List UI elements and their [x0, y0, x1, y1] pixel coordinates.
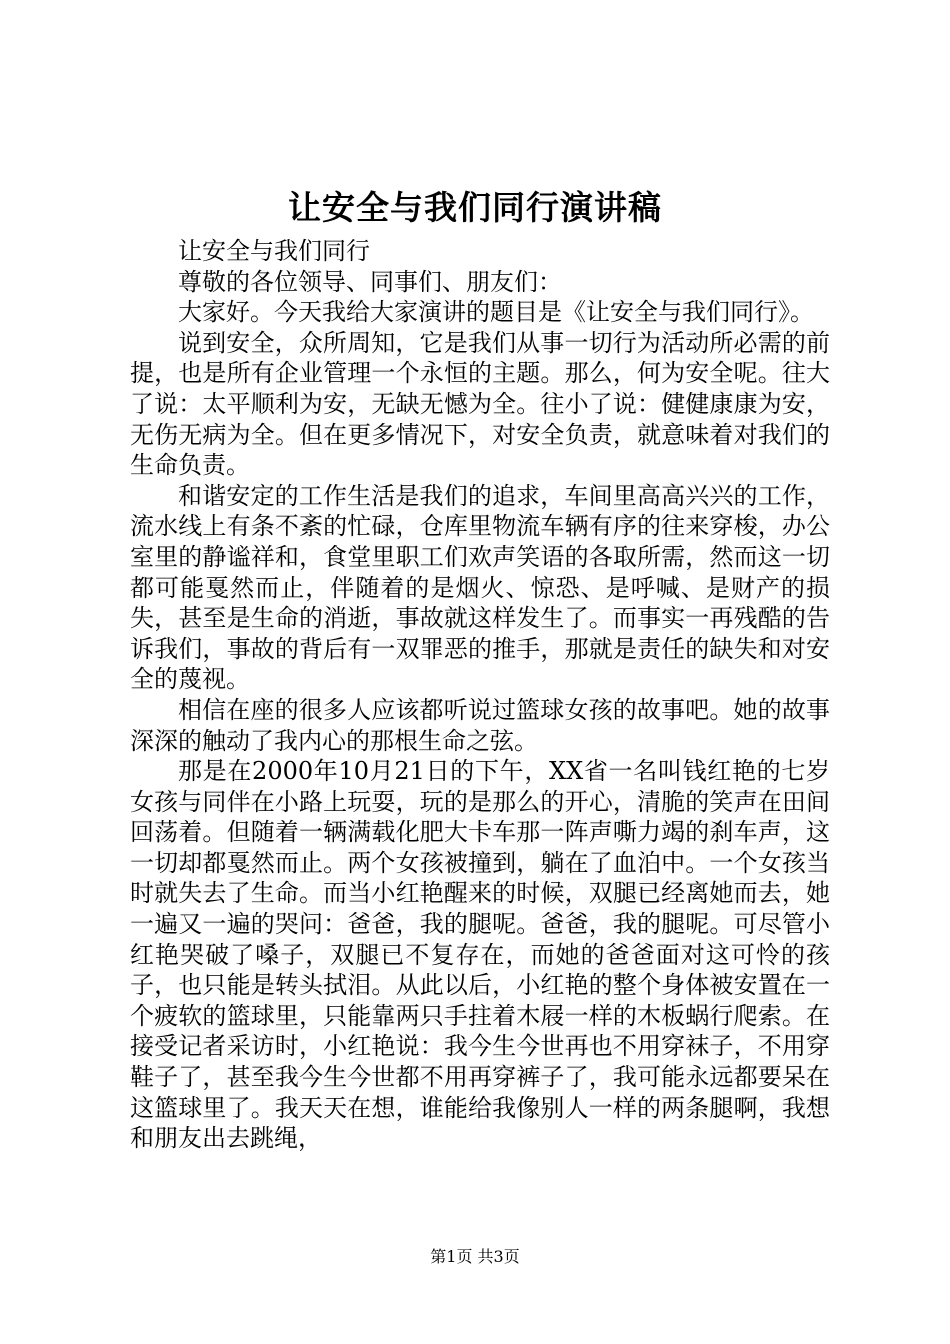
paragraph-basketball-intro: 相信在座的很多人应该都听说过篮球女孩的故事吧。她的故事深深的触动了我内心的那根生命之弦。: [130, 695, 830, 755]
paragraph-safety-definition: 说到安全，众所周知，它是我们从事一切行为活动所必需的前提，也是所有企业管理一个永恒的主题。那么，何为安全呢。往大了说：太平顺利为安，无缺无憾为全。往小了说：健健康康为安，无伤无病为全。但在更多情况下，对安全负责，就意味着对我们的生命负责。: [130, 328, 830, 480]
paragraph-harmony: 和谐安定的工作生活是我们的追求，车间里高高兴兴的工作，流水线上有条不紊的忙碌，仓库里物流车辆有序的往来穿梭，办公室里的静谧祥和，食堂里职工们欢声笑语的各取所需，然而这一切都可能戛然而止，伴随着的是烟火、惊恐、是呼喊、是财产的损失，甚至是生命的消逝，事故就这样发生了。而事实一再残酷的告诉我们，事故的背后有一双罪恶的推手，那就是责任的缺失和对安全的蔑视。: [130, 481, 830, 694]
paragraph-salutation: 尊敬的各位领导、同事们、朋友们：: [178, 267, 562, 296]
paragraph-subtitle: 让安全与我们同行: [178, 237, 370, 265]
paragraph-basketball-story: 那是在2000年10月21日的下午，XX省一名叫钱红艳的七岁女孩与同伴在小路上玩耍，玩的是那么的开心，清脆的笑声在田间回荡着。但随着一辆满载化肥大卡车那一阵声嘶力竭的刹车声，这一切却都戛然而止。两个女孩被撞到，躺在了血泊中。一个女孩当时就失去了生命。而当小红艳醒来的时候，双腿已经离她而去，她一遍又一遍的哭问：爸爸，我的腿呢。爸爸，我的腿呢。可尽管小红艳哭破了嗓子，双腿已不复存在，而她的爸爸面对这可怜的孩子，也只能是转头拭泪。从此以后，小红艳的整个身体被安置在一个疲软的篮球里，只能靠两只手拄着木屐一样的木板蜗行爬索。在接受记者采访时，小红艳说：我今生今世再也不用穿袜子，不用穿鞋子了，甚至我今生今世都不用再穿裤子了，我可能永远都要呆在这篮球里了。我天天在想，谁能给我像别人一样的两条腿啊，我想和朋友出去跳绳，: [130, 757, 830, 1153]
page-footer: 第1页 共3页: [430, 1247, 520, 1266]
paragraph-greeting: 大家好。今天我给大家演讲的题目是《让安全与我们同行》。: [178, 298, 814, 327]
document-title: 让安全与我们同行演讲稿: [288, 188, 662, 227]
document-body: [130, 236, 830, 1154]
